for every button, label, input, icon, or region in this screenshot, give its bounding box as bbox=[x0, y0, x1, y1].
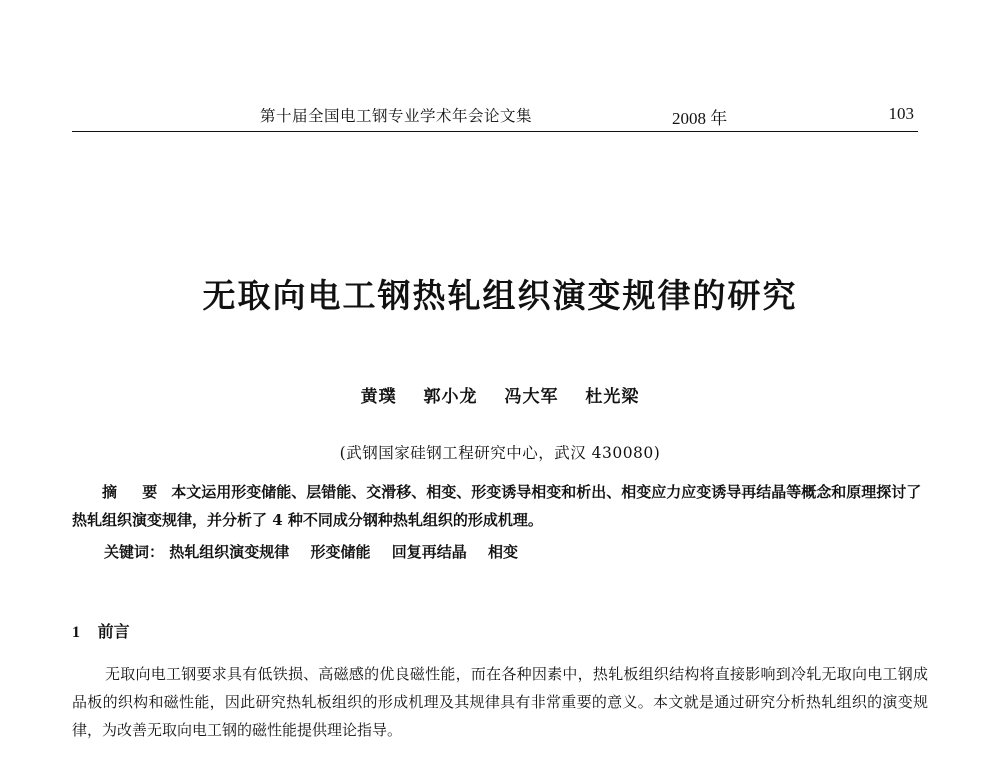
affiliation: (武钢国家硅钢工程研究中心，武汉 430080) bbox=[339, 444, 661, 462]
paper-title: 无取向电工钢热轧组织演变规律的研究 bbox=[202, 276, 798, 315]
abstract bbox=[72, 478, 924, 534]
running-header bbox=[72, 104, 918, 128]
body-paragraph: 无取向电工钢要求具有低铁损、高磁感的优良磁性能，而在各种因素中，热轧板组织结构将直接影响到冷轧无取向电工钢成品板的织构和磁性能，因此研究热轧板组织的形成机理及其规律具有非常重要的意义。本文就是通过研究分析热轧组织的演变规律，为改善无取向电工钢的磁性能提供理论指导。 bbox=[72, 665, 928, 739]
abstract-label: 摘 要 bbox=[102, 483, 168, 501]
author: 冯大军 bbox=[504, 387, 559, 407]
keyword: 回复再结晶 bbox=[391, 543, 467, 561]
keywords bbox=[104, 541, 534, 562]
keyword: 相变 bbox=[488, 543, 519, 561]
section-number: 1 bbox=[72, 624, 80, 641]
keywords-label: 关键词： bbox=[104, 543, 165, 561]
author-list bbox=[0, 382, 1000, 407]
abstract-text: 本文运用形变储能、层错能、交滑移、相变、形变诱导相变和析出、相变应力应变诱导再结晶等概念和原理探讨了热轧组织演变规律，并分析了 4 种不同成分钢种热轧组织的形成机理。 bbox=[72, 483, 922, 529]
journal-name: 第十届全国电工钢专业学术年会论文集 bbox=[260, 107, 533, 125]
page-number: 103 bbox=[888, 104, 914, 123]
author: 杜光梁 bbox=[585, 387, 640, 407]
author: 黄璞 bbox=[360, 387, 397, 407]
section-title: 前言 bbox=[97, 622, 130, 641]
keyword: 热轧组织演变规律 bbox=[169, 543, 290, 561]
header-rule bbox=[72, 131, 918, 132]
author: 郭小龙 bbox=[423, 387, 478, 407]
publication-year: 2008 年 bbox=[672, 109, 728, 128]
section-heading bbox=[72, 619, 130, 642]
keyword: 形变储能 bbox=[310, 543, 371, 561]
